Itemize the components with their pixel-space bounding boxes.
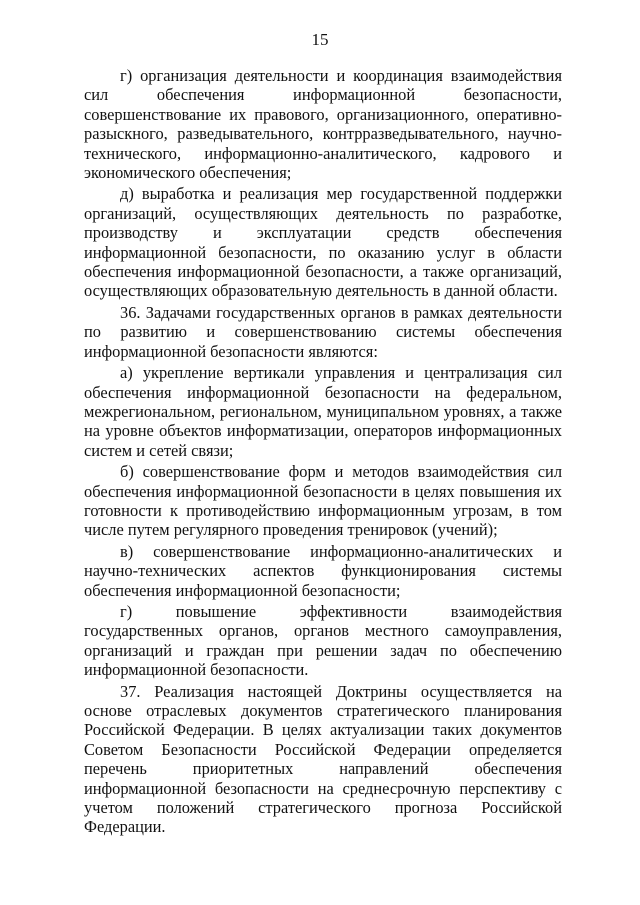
- paragraph-g-organization: г) организация деятельности и координация взаимодействия сил обеспечения информационной безопасности, совершенствование их правового, организационного, оперативно-разыскного, разведывательного, контрразведывательного, научно-технического, информационно-аналитического, кадрового и экономического обеспечения;: [84, 66, 562, 183]
- paragraph-37-implementation: 37. Реализация настоящей Доктрины осуществляется на основе отраслевых документов стратегического планирования Российской Федерации. В целях актуализации таких документов Советом Безопасности Российской Федерации определяется перечень приоритетных направлений обеспечения информационной безопасности на среднесрочную перспективу с учетом положений стратегического прогноза Российской Федерации.: [84, 681, 562, 837]
- paragraph-b-interaction-methods: б) совершенствование форм и методов взаимодействия сил обеспечения информационной безопасности в целях повышения их готовности к противодействию информационным угрозам, в том числе путем регулярного проведения тренировок (учений);: [84, 462, 562, 540]
- paragraph-v-analytics: в) совершенствование информационно-аналитических и научно-технических аспектов функционирования системы обеспечения информационной безопасности;: [84, 541, 562, 600]
- document-body: [84, 66, 562, 839]
- paragraph-a-vertical-control: а) укрепление вертикали управления и централизация сил обеспечения информационной безопасности на федеральном, межрегиональном, региональном, муниципальном уровнях, а также на уровне объектов информатизации, операторов информационных систем и сетей связи;: [84, 363, 562, 460]
- paragraph-36-tasks: 36. Задачами государственных органов в рамках деятельности по развитию и совершенствованию системы обеспечения информационной безопасности являются:: [84, 302, 562, 361]
- page-number: 15: [311, 30, 329, 49]
- paragraph-d-state-support: д) выработка и реализация мер государственной поддержки организаций, осуществляющих деятельность по разработке, производству и эксплуатации средств обеспечения информационной безопасности, по оказанию услуг в области обеспечения информационной безопасности, а также организаций, осуществляющих образовательную деятельность в данной области.: [84, 184, 562, 301]
- paragraph-g-efficiency: г) повышение эффективности взаимодействия государственных органов, органов местного самоуправления, организаций и граждан при решении задач по обеспечению информационной безопасности.: [84, 601, 562, 680]
